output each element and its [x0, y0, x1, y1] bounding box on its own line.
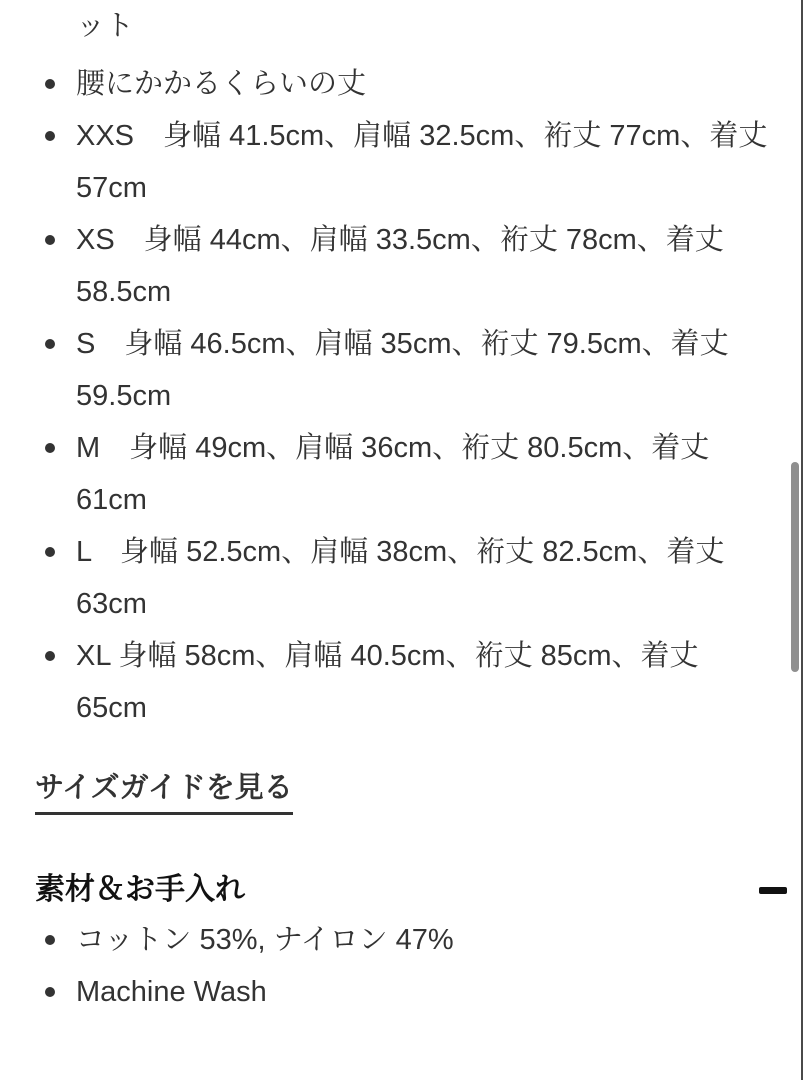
size-guide-link[interactable]: サイズガイドを見る — [35, 768, 293, 815]
size-spec-line: L 身幅 52.5cm、肩幅 38cm、裄丈 82.5cm、着丈 — [76, 536, 725, 568]
bullet-icon — [45, 651, 55, 661]
panel-right-border — [801, 0, 803, 1080]
materials-accordion-header[interactable] — [35, 866, 787, 914]
bullet-icon — [45, 547, 55, 557]
size-spec-line: M 身幅 49cm、肩幅 36cm、裄丈 80.5cm、着丈 — [76, 432, 710, 464]
bullet-icon — [45, 443, 55, 453]
materials-list — [35, 914, 787, 1018]
list-item-size-xxs — [35, 110, 787, 214]
collapse-minus-icon[interactable] — [759, 887, 787, 894]
fit-note-text: 腰にかかるくらいの丈 — [76, 68, 367, 100]
list-item-size-s — [35, 318, 787, 422]
size-spec-wrap-line: 57cm — [76, 172, 147, 204]
material-composition-text: コットン 53%, ナイロン 47% — [76, 924, 454, 956]
size-spec-wrap-line: 59.5cm — [76, 380, 172, 412]
bullet-icon — [45, 339, 55, 349]
scrollbar-thumb[interactable] — [791, 462, 799, 672]
size-spec-wrap-line: 65cm — [76, 692, 147, 724]
size-spec-line: S 身幅 46.5cm、肩幅 35cm、裄丈 79.5cm、着丈 — [76, 328, 729, 360]
list-item-care-instruction — [35, 966, 787, 1018]
list-item-size-m — [35, 422, 787, 526]
product-description-list — [35, 0, 787, 734]
size-spec-line: XL 身幅 58cm、肩幅 40.5cm、裄丈 85cm、着丈 — [76, 640, 699, 672]
care-instruction-text: Machine Wash — [76, 976, 267, 1008]
list-item-size-xs — [35, 214, 787, 318]
size-spec-line: XXS 身幅 41.5cm、肩幅 32.5cm、裄丈 77cm、着丈 — [76, 120, 768, 152]
size-spec-wrap-line: 63cm — [76, 588, 147, 620]
continuation-text: ット — [76, 10, 135, 42]
materials-section-title: 素材＆お手入れ — [35, 873, 245, 906]
list-item-fit-note — [35, 58, 787, 110]
size-spec-line: XS 身幅 44cm、肩幅 33.5cm、裄丈 78cm、着丈 — [76, 224, 724, 256]
product-detail-content — [35, 0, 787, 1018]
bullet-icon — [45, 935, 55, 945]
bullet-icon — [45, 987, 55, 997]
size-spec-wrap-line: 61cm — [76, 484, 147, 516]
list-item-size-xl — [35, 630, 787, 734]
bullet-icon — [45, 79, 55, 89]
bullet-icon — [45, 131, 55, 141]
bullet-icon — [45, 235, 55, 245]
list-item-size-l — [35, 526, 787, 630]
size-spec-wrap-line: 58.5cm — [76, 276, 172, 308]
list-item-material-composition — [35, 914, 787, 966]
list-item-continuation — [35, 0, 787, 52]
